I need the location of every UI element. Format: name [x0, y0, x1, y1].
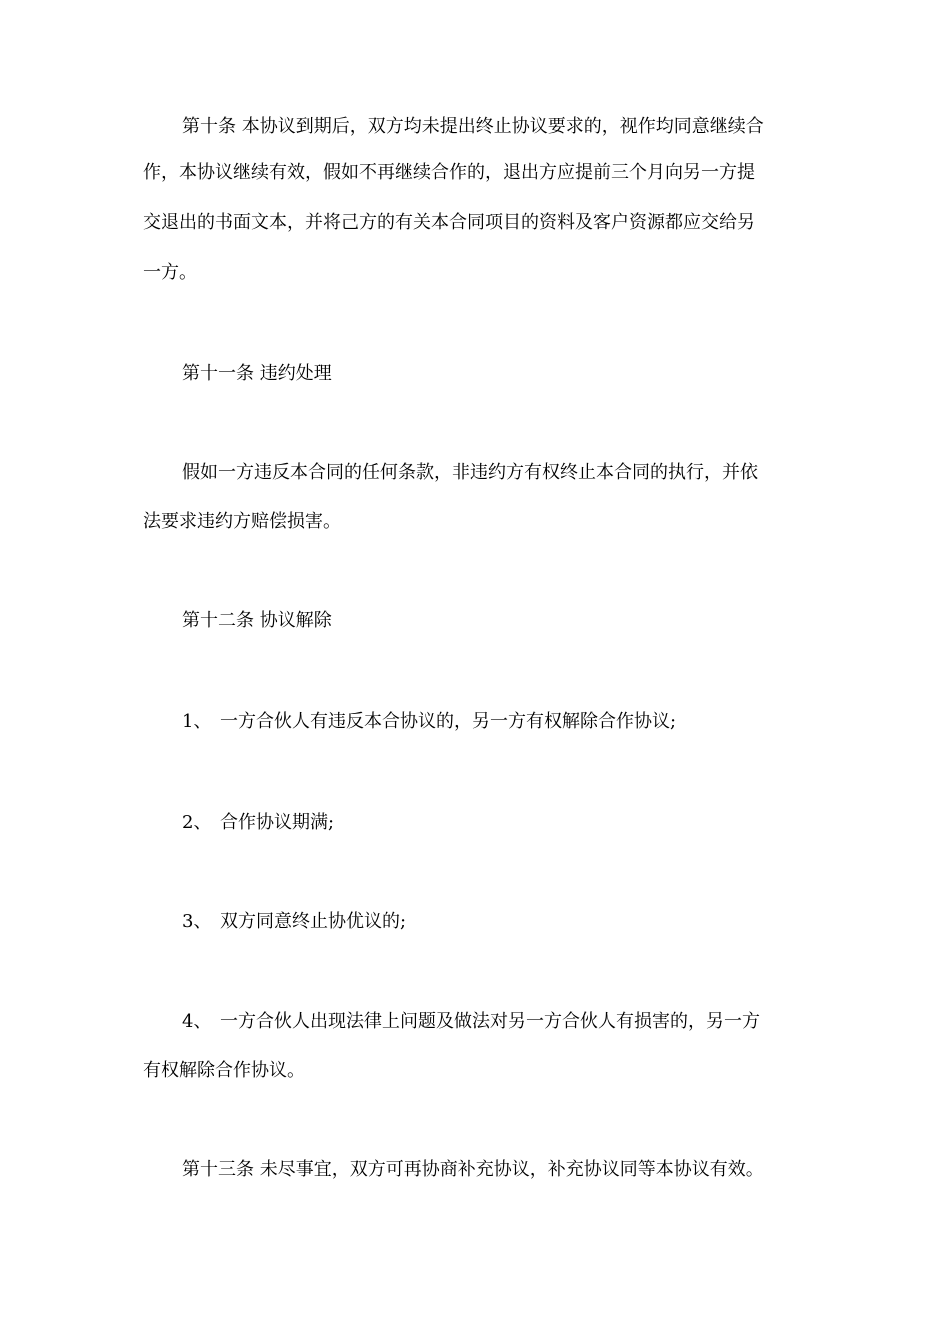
- clause-13: 第十三条 未尽事宜，双方可再协商补充协议，补充协议同等本协议有效。: [182, 1159, 764, 1180]
- list-item-text: 一方合伙人出现法律上问题及做法对另一方合伙人有损害的，另一方: [220, 1011, 760, 1032]
- list-item-number: 3、: [182, 911, 212, 932]
- list-item-number: 4、: [182, 1011, 212, 1032]
- list-item-1: [182, 709, 852, 735]
- list-item-text: 合作协议期满;: [220, 812, 335, 833]
- clause-11-heading: 第十一条 违约处理: [182, 363, 332, 384]
- list-item-2: [182, 810, 852, 836]
- clause-10-line-1: 第十条 本协议到期后，双方均未提出终止协议要求的，视作均同意继续合: [182, 116, 764, 137]
- clause-12-heading: 第十二条 协议解除: [182, 610, 332, 631]
- clause-10-line-4: 一方。: [143, 262, 197, 283]
- clause-10-line-2: 作，本协议继续有效，假如不再继续合作的，退出方应提前三个月向另一方提: [143, 162, 755, 183]
- list-item-text: 双方同意终止协优议的;: [220, 911, 407, 932]
- list-item-number: 2、: [182, 812, 212, 833]
- clause-10-line-3: 交退出的书面文本，并将己方的有关本合同项目的资料及客户资源都应交给另: [143, 212, 755, 233]
- list-item-number: 1、: [182, 711, 212, 732]
- list-item-4: [182, 1009, 852, 1035]
- list-item-text: 一方合伙人有违反本合协议的，另一方有权解除合作协议;: [220, 711, 677, 732]
- clause-11-line-1: 假如一方违反本合同的任何条款，非违约方有权终止本合同的执行，并依: [182, 462, 758, 483]
- list-item-3: [182, 909, 852, 935]
- clause-11-line-2: 法要求违约方赔偿损害。: [143, 511, 341, 532]
- list-item-4-continuation: 有权解除合作协议。: [143, 1060, 305, 1081]
